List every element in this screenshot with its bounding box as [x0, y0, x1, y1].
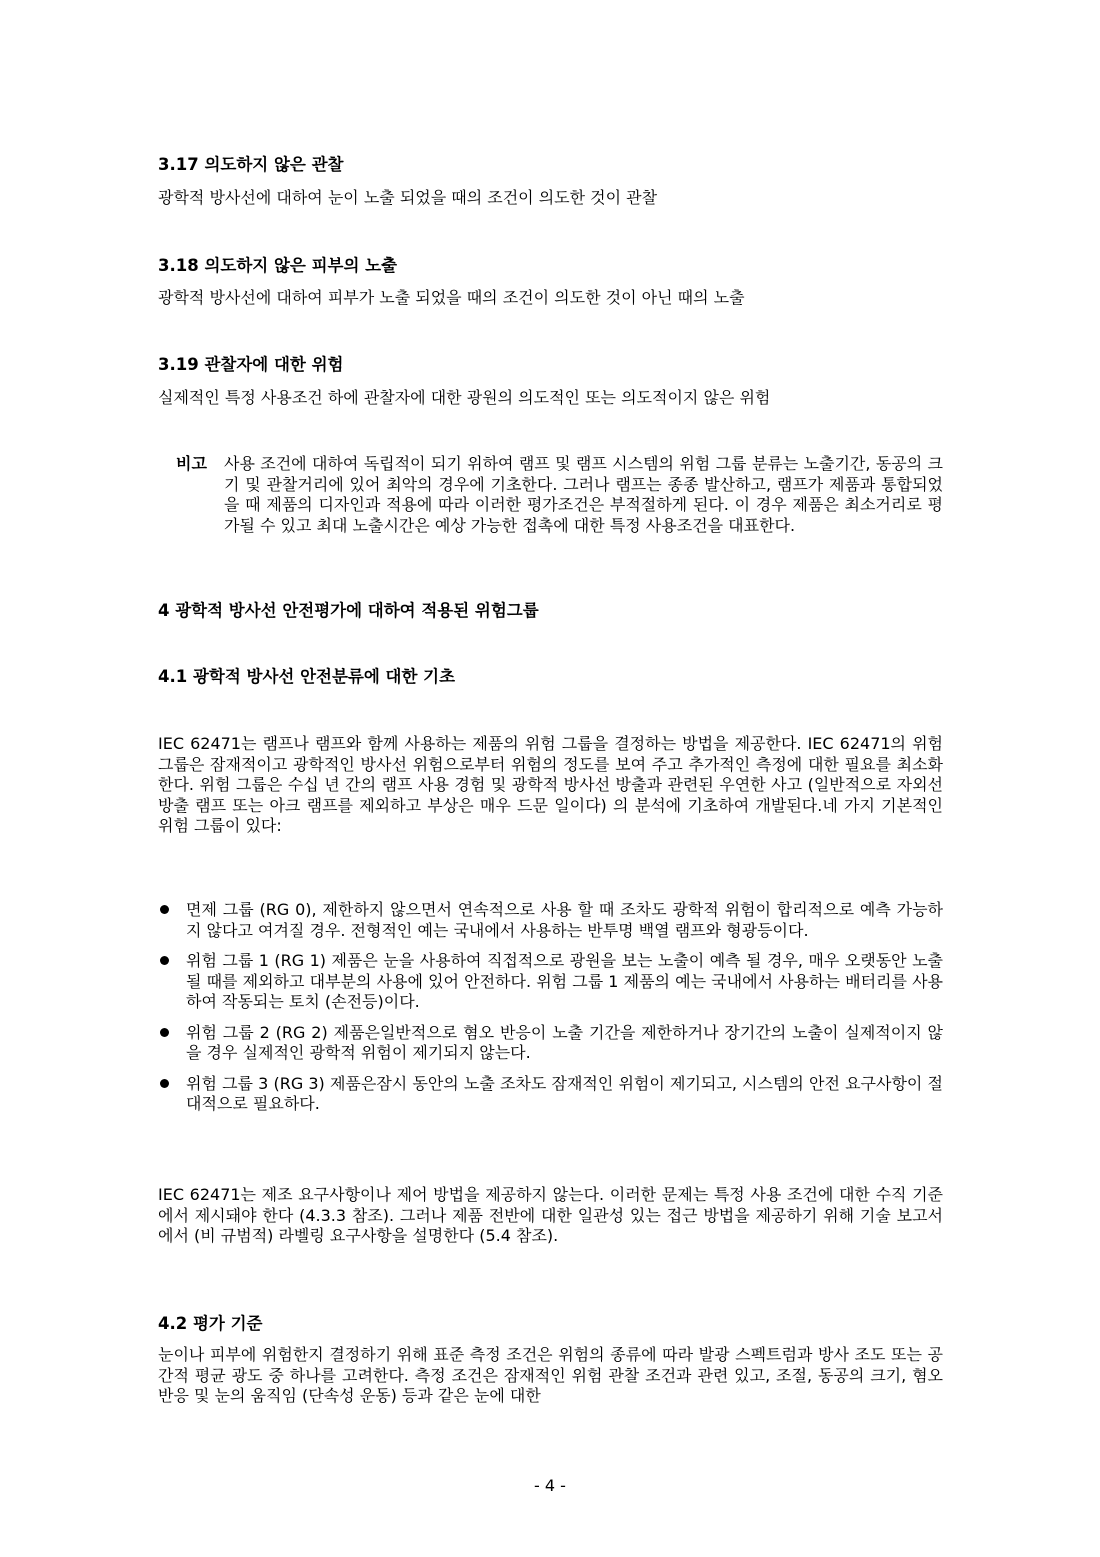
paragraph-4-2: 눈이나 피부에 위험한지 결정하기 위해 표준 측정 조건은 위험의 종류에 따라 발광 스펙트럼과 방사 조도 또는 공간적 평균 광도 중 하나를 고려한다. 측정 조건은 잠재적인 위험 관찰 조건과 관련 있고, 조절, 동공의 크기, 혐오 반응 및 눈의 움직임 (단속성 운동) 등과 같은 눈에 대한 [158, 1345, 943, 1405]
risk-group-list [158, 900, 943, 1125]
heading-4-1: 4.1 광학적 방사선 안전분류에 대한 기초 [158, 667, 456, 686]
heading-4-2: 4.2 평가 기준 [158, 1314, 263, 1333]
note-block [176, 454, 943, 536]
list-item [158, 1023, 943, 1064]
list-item-text: 위험 그룹 3 (RG 3) 제품은잠시 동안의 노출 조차도 잠재적인 위험이 제기되고, 시스템의 안전 요구사항이 절대적으로 필요하다. [186, 1073, 943, 1113]
paragraph-3-19: 실제적인 특정 사용조건 하에 관찰자에 대한 광원의 의도적인 또는 의도적이지 않은 위험 [158, 388, 771, 407]
heading-3-17: 3.17 의도하지 않은 관찰 [158, 155, 344, 174]
list-item-text: 위험 그룹 2 (RG 2) 제품은일반적으로 혐오 반응이 노출 기간을 제한하거나 장기간의 노출이 실제적이지 않을 경우 실제적인 광학적 위험이 제기되지 않는다. [186, 1022, 943, 1062]
paragraph-4-1-closing: IEC 62471는 제조 요구사항이나 제어 방법을 제공하지 않는다. 이러한 문제는 특정 사용 조건에 대한 수직 기준에서 제시돼야 한다 (4.3.3 참조). 그러나 제품 전반에 대한 일관성 있는 접근 방법을 제공하기 위해 기술 보고서에서 (비 규범적) 라벨링 요구사항을 설명한다 (5.4 참조). [158, 1185, 943, 1245]
note-label: 비고 [176, 454, 207, 473]
bullet-icon [160, 905, 169, 914]
paragraph-3-18: 광학적 방사선에 대하여 피부가 노출 되었을 때의 조건이 의도한 것이 아닌 때의 노출 [158, 288, 745, 307]
bullet-icon [160, 1079, 169, 1088]
list-item-text: 위험 그룹 1 (RG 1) 제품은 눈을 사용하여 직접적으로 광원을 보는 노출이 예측 될 경우, 매우 오랫동안 노출 될 때를 제외하고 대부분의 사용에 있어 안전하다. 위험 그룹 1 제품의 예는 국내에서 사용하는 배터리를 사용하여 작동되는 토치 (손전등)이다. [186, 951, 943, 1011]
bullet-icon [160, 956, 169, 965]
note-text: 사용 조건에 대하여 독립적이 되기 위하여 램프 및 램프 시스템의 위험 그룹 분류는 노출기간, 동공의 크기 및 관찰거리에 있어 최악의 경우에 기초한다. 그러나 램프는 종종 발산하고, 램프가 제품과 통합되었을 때 제품의 디자인과 적용에 따라 이러한 평가조건은 부적절하게 된다. 이 경우 제품은 최소거리로 평가될 수 있고 최대 노출시간은 예상 가능한 접촉에 대한 특정 사용조건을 대표한다. [224, 454, 943, 535]
list-item [158, 900, 943, 941]
list-item [158, 1074, 943, 1115]
heading-3-18: 3.18 의도하지 않은 피부의 노출 [158, 256, 398, 275]
heading-3-19: 3.19 관찰자에 대한 위험 [158, 355, 344, 374]
list-item-text: 면제 그룹 (RG 0), 제한하지 않으면서 연속적으로 사용 할 때 조차도 광학적 위험이 합리적으로 예측 가능하지 않다고 여겨질 경우. 전형적인 예는 국내에서 사용하는 반투명 백열 램프와 형광등이다. [186, 900, 943, 940]
page-number: - 4 - [534, 1476, 566, 1495]
paragraph-3-17: 광학적 방사선에 대하여 눈이 노출 되었을 때의 조건이 의도한 것이 관찰 [158, 188, 658, 207]
heading-4: 4 광학적 방사선 안전평가에 대하여 적용된 위험그룹 [158, 601, 539, 620]
paragraph-4-1-intro: IEC 62471는 램프나 램프와 함께 사용하는 제품의 위험 그룹을 결정하는 방법을 제공한다. IEC 62471의 위험 그룹은 잠재적이고 광학적인 방사선 위험으로부터 위험의 정도를 보여 주고 추가적인 측정에 대한 필요를 최소화한다. 위험 그룹은 수십 년 간의 램프 사용 경험 및 광학적 방사선 방출과 관련된 우연한 사고 (일반적으로 자외선 방출 램프 또는 아크 램프를 제외하고 부상은 매우 드문 일이다) 의 분석에 기초하여 개발된다.네 가지 기본적인 위험 그룹이 있다: [158, 734, 943, 835]
list-item [158, 951, 943, 1013]
bullet-icon [160, 1028, 169, 1037]
